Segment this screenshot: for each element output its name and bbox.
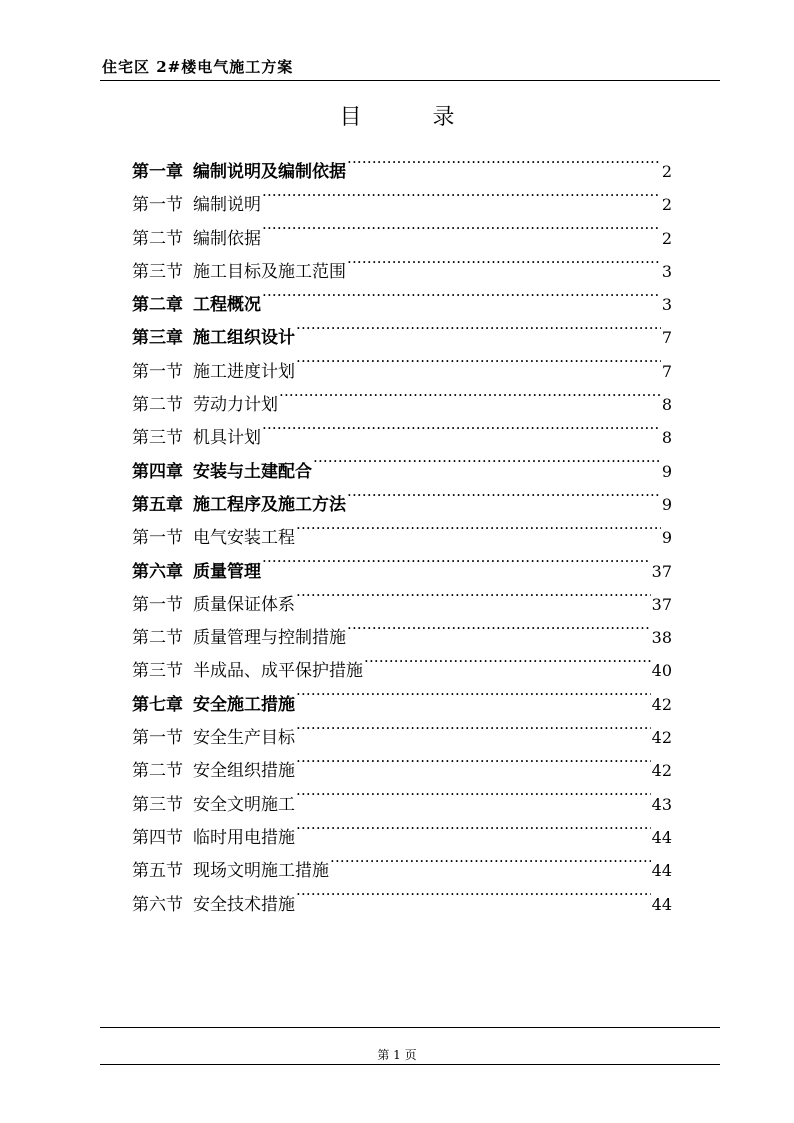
toc-entry-label: 第六章 [132,561,183,582]
toc-entry-label: 第七章 [132,694,183,715]
toc-section-entry[interactable] [132,388,672,421]
toc-chapter-entry[interactable] [132,155,672,188]
toc-section-entry[interactable] [132,621,672,654]
toc-dot-leader [347,260,661,277]
toc-entry-heading: 安全施工措施 [193,694,295,715]
toc-entry-heading: 机具计划 [193,428,261,449]
toc-entry-heading: 安全生产目标 [193,728,295,749]
toc-entry-page-number: 42 [651,761,672,781]
toc-entry-page-number: 37 [651,594,672,614]
toc-dot-leader [262,560,651,577]
toc-entry-label: 第三章 [132,328,183,349]
toc-entry-heading: 施工程序及施工方法 [193,494,346,515]
toc-entry-label: 第一节 [132,728,183,749]
toc-section-entry[interactable] [132,654,672,687]
toc-entry-label: 第二节 [132,395,183,416]
toc-dot-leader [296,526,661,543]
toc-entry-label: 第三节 [132,661,183,682]
toc-entry-page-number: 38 [651,628,672,648]
toc-section-entry[interactable] [132,222,672,255]
toc-entry-heading: 编制依据 [193,228,261,249]
toc-entry-page-number: 8 [661,428,672,448]
toc-entry-heading: 工程概况 [193,295,261,316]
toc-dot-leader [296,360,661,377]
toc-entry-page-number: 43 [651,794,672,814]
toc-entry-page-number: 2 [661,228,672,248]
toc-entry-label: 第二节 [132,761,183,782]
toc-chapter-entry[interactable] [132,321,672,354]
toc-entry-label: 第一章 [132,162,183,182]
toc-entry-label: 第二节 [132,228,183,249]
toc-entry-label: 第三节 [132,428,183,449]
toc-entry-heading: 编制说明 [193,195,261,216]
toc-chapter-entry[interactable] [132,688,672,721]
toc-entry-label: 第五章 [132,494,183,515]
toc-entry-label: 第四节 [132,827,183,848]
toc-entry-heading: 临时用电措施 [193,827,295,848]
toc-dot-leader [347,493,661,510]
toc-dot-leader [279,393,661,410]
toc-dot-leader [313,460,661,477]
toc-section-entry[interactable] [132,255,672,288]
footer-divider-bottom [100,1064,720,1065]
toc-entry-page-number: 2 [661,195,672,215]
toc-entry-heading: 施工目标及施工范围 [193,261,346,282]
toc-entry-page-number: 44 [651,827,672,847]
toc-section-entry[interactable] [132,721,672,754]
toc-dot-leader [296,826,651,843]
toc-entry-label: 第二章 [132,295,183,316]
toc-entry-label: 第五节 [132,861,183,882]
toc-entry-page-number: 3 [661,261,672,281]
toc-entry-label: 第一节 [132,594,183,615]
toc-entry-page-number: 9 [661,528,672,548]
toc-entry-label: 第六节 [132,894,183,915]
toc-section-entry[interactable] [132,588,672,621]
toc-section-entry[interactable] [132,854,672,887]
toc-entry-heading: 施工组织设计 [193,328,295,349]
footer-divider-top [100,1027,720,1028]
toc-dot-leader [296,759,651,776]
toc-entry-page-number: 2 [661,162,672,181]
toc-entry-label: 第一节 [132,195,183,216]
toc-dot-leader [296,793,651,810]
toc-entry-page-number: 7 [661,361,672,381]
toc-entry-heading: 安全文明施工 [193,794,295,815]
toc-dot-leader [347,160,661,177]
toc-section-entry[interactable] [132,421,672,454]
toc-chapter-entry[interactable] [132,555,672,588]
toc-dot-leader [262,227,661,244]
table-of-contents [132,155,672,921]
toc-dot-leader [364,659,651,676]
toc-dot-leader [347,626,651,643]
toc-section-entry[interactable] [132,788,672,821]
toc-entry-label: 第一节 [132,361,183,382]
toc-entry-heading: 安全技术措施 [193,894,295,915]
toc-entry-page-number: 40 [651,661,672,681]
toc-section-entry[interactable] [132,888,672,921]
toc-entry-heading: 现场文明施工措施 [193,861,329,882]
toc-entry-label: 第二节 [132,628,183,649]
toc-dot-leader [296,893,651,910]
toc-entry-label: 第四章 [132,461,183,482]
toc-entry-page-number: 3 [661,295,672,315]
toc-entry-label: 第三节 [132,261,183,282]
toc-entry-page-number: 7 [661,328,672,348]
header-divider [100,80,720,81]
toc-entry-page-number: 42 [651,694,672,714]
toc-entry-page-number: 9 [661,461,672,481]
toc-entry-heading: 电气安装工程 [193,528,295,549]
toc-entry-page-number: 9 [661,494,672,514]
toc-section-entry[interactable] [132,821,672,854]
toc-entry-heading: 质量管理与控制措施 [193,628,346,649]
toc-entry-heading: 编制说明及编制依据 [193,162,346,182]
toc-chapter-entry[interactable] [132,488,672,521]
toc-entry-label: 第三节 [132,794,183,815]
page-number: 第 1 页 [377,1048,417,1062]
toc-entry-heading: 劳动力计划 [193,395,278,416]
toc-entry-heading: 半成品、成平保护措施 [193,661,363,682]
toc-entry-page-number: 44 [651,861,672,881]
toc-entry-heading: 安全组织措施 [193,761,295,782]
toc-entry-heading: 质量保证体系 [193,594,295,615]
toc-dot-leader [296,693,651,710]
toc-chapter-entry[interactable] [132,455,672,488]
toc-dot-leader [296,593,651,610]
toc-section-entry[interactable] [132,521,672,554]
toc-entry-heading: 安装与土建配合 [193,461,312,482]
toc-dot-leader [296,726,651,743]
toc-dot-leader [262,426,661,443]
toc-entry-page-number: 8 [661,395,672,415]
toc-dot-leader [296,326,661,343]
toc-entry-page-number: 42 [651,728,672,748]
toc-entry-page-number: 37 [651,561,672,581]
toc-chapter-entry[interactable] [132,288,672,321]
toc-section-entry[interactable] [132,754,672,787]
toc-entry-label: 第一节 [132,528,183,549]
toc-entry-heading: 质量管理 [193,561,261,582]
document-header-title: 住宅区 2#楼电气施工方案 [102,58,294,76]
toc-dot-leader [262,193,661,210]
toc-entry-heading: 施工进度计划 [193,361,295,382]
toc-section-entry[interactable] [132,355,672,388]
toc-dot-leader [262,293,661,310]
toc-section-entry[interactable] [132,188,672,221]
toc-title: 目 录 [339,105,487,130]
toc-dot-leader [330,859,651,876]
toc-entry-page-number: 44 [651,894,672,914]
